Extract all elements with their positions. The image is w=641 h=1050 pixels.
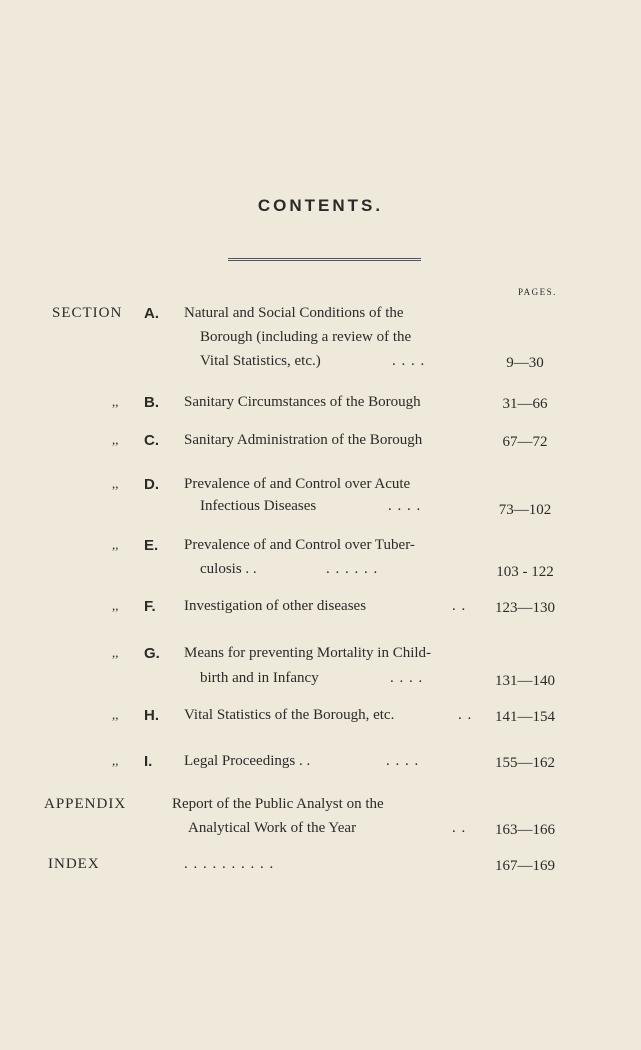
entry-title-line: Means for preventing Mortality in Child- xyxy=(184,645,432,661)
ditto-mark: ,, xyxy=(112,394,119,409)
leader-dots: . . . . . . . . . . xyxy=(184,856,275,872)
page-range: 167—169 xyxy=(495,858,555,874)
ditto-mark: ,, xyxy=(112,537,119,552)
page-range: 9—30 xyxy=(506,355,544,371)
entry-title-line: Infectious Diseases xyxy=(200,498,317,514)
entry-title-line: Legal Proceedings . . xyxy=(184,753,311,769)
ditto-mark: ,, xyxy=(112,476,119,491)
page-range: 163—166 xyxy=(495,822,555,838)
entry-title-line: Natural and Social Conditions of the xyxy=(184,305,404,321)
entry-title-line: culosis . . xyxy=(200,561,257,577)
page-range: 31—66 xyxy=(502,396,548,412)
entry-title-line: Prevalence of and Control over Tuber- xyxy=(184,537,415,553)
leader-dots: . . . . xyxy=(388,498,422,514)
leader-dots: . . . . xyxy=(386,753,420,769)
entry-title-line: Prevalence of and Control over Acute xyxy=(184,476,411,492)
leader-dots: . . . . xyxy=(392,353,426,369)
page-range: 73—102 xyxy=(498,502,552,518)
entry-title-line: Vital Statistics, etc.) xyxy=(200,353,321,369)
entry-title-line: Report of the Public Analyst on the xyxy=(172,796,384,812)
section-letter: A. xyxy=(144,305,159,322)
leader-dots: . . . . . . xyxy=(326,561,379,577)
section-letter: B. xyxy=(144,394,159,411)
leader-dots: . . . . xyxy=(390,670,424,686)
leader-dots: . . xyxy=(458,707,473,723)
ditto-mark: ,, xyxy=(112,707,119,722)
section-letter: I. xyxy=(144,753,153,770)
ditto-mark: ,, xyxy=(112,432,119,447)
section-letter: H. xyxy=(144,707,159,724)
entry-title-line: Investigation of other diseases xyxy=(184,598,367,614)
page-title: CONTENTS. xyxy=(257,196,384,215)
section-letter: E. xyxy=(144,537,159,554)
entry-title-line: birth and in Infancy xyxy=(200,670,319,686)
entry-title-line: Borough (including a review of the xyxy=(200,329,412,345)
pages-column-header: PAGES. xyxy=(518,287,557,297)
page-range: 155—162 xyxy=(495,755,555,771)
section-letter: C. xyxy=(144,432,159,449)
ditto-mark: ,, xyxy=(112,598,119,613)
page-range: 123—130 xyxy=(495,600,555,616)
leader-dots: . . xyxy=(452,820,467,836)
page-range: 67—72 xyxy=(502,434,548,450)
section-letter: G. xyxy=(144,645,160,662)
entry-title-line: Vital Statistics of the Borough, etc. xyxy=(184,707,395,723)
section-prefix: SECTION xyxy=(52,305,123,321)
entry-title-line: Sanitary Administration of the Borough xyxy=(184,432,423,448)
section-letter: F. xyxy=(144,598,156,615)
page-range: 131—140 xyxy=(495,673,555,689)
section-letter: D. xyxy=(144,476,159,493)
entry-title-line: Sanitary Circumstances of the Borough xyxy=(184,394,421,410)
ditto-mark: ,, xyxy=(112,645,119,660)
ditto-mark: ,, xyxy=(112,753,119,768)
leader-dots: . . xyxy=(452,598,467,614)
appendix-label: APPENDIX xyxy=(44,796,127,812)
title-rule xyxy=(228,258,421,261)
page-range: 141—154 xyxy=(495,709,555,725)
index-label: INDEX xyxy=(48,856,100,872)
entry-title-line: Analytical Work of the Year xyxy=(188,820,357,836)
page-range: 103 - 122 xyxy=(496,564,554,580)
